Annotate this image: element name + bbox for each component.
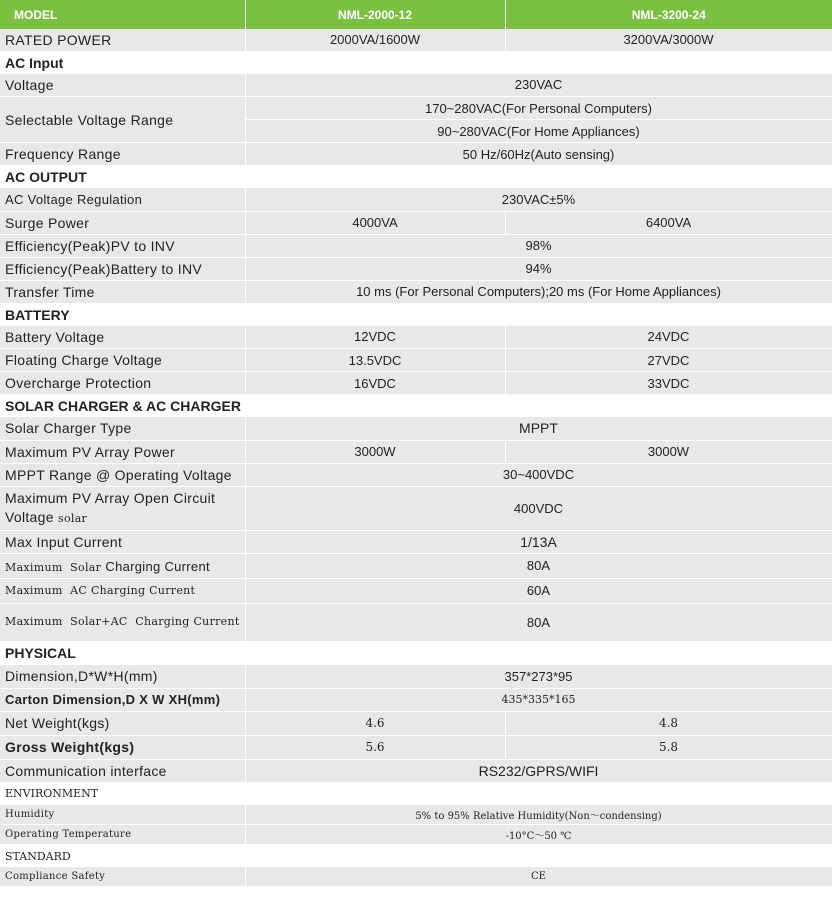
net-weight-1: 4.6	[245, 711, 505, 735]
section-title: PHYSICAL	[0, 641, 832, 665]
voltage-label: Voltage	[0, 74, 245, 97]
surge-label: Surge Power	[0, 211, 245, 234]
table-row	[0, 711, 832, 735]
section-title: STANDARD	[0, 845, 832, 868]
dimension-label: Dimension,D*W*H(mm)	[0, 665, 245, 688]
table-row	[0, 211, 832, 234]
header-row	[0, 0, 832, 29]
frequency-value: 50 Hz/60Hz(Auto sensing)	[245, 143, 832, 166]
voltage-range-2: 90~280VAC(For Home Appliances)	[245, 120, 832, 143]
section-title: ENVIRONMENT	[0, 782, 832, 805]
table-row	[0, 349, 832, 372]
table-row	[0, 735, 832, 759]
table-row	[0, 97, 832, 120]
open-circuit-label-1: Maximum PV Array Open Circuit	[5, 489, 216, 506]
combined-current-label: Maximum Solar+AC Charging Current	[0, 603, 245, 641]
table-row	[0, 143, 832, 166]
frequency-label: Frequency Range	[0, 143, 245, 166]
humidity-label: Humidity	[0, 805, 245, 825]
table-row	[0, 188, 832, 211]
float-label: Floating Charge Voltage	[0, 349, 245, 372]
table-row	[0, 867, 832, 886]
gross-weight-2: 5.8	[505, 735, 832, 759]
table-row	[0, 372, 832, 395]
mppt-value: 30~400VDC	[245, 463, 832, 486]
float-1: 13.5VDC	[245, 349, 505, 372]
regulation-value: 230VAC±5%	[245, 188, 832, 211]
carton-value: 435*335*165	[245, 688, 832, 711]
ac-current-label: Maximum AC Charging Current	[0, 578, 245, 603]
overcharge-label: Overcharge Protection	[0, 372, 245, 395]
transfer-label: Transfer Time	[0, 280, 245, 303]
table-row	[0, 280, 832, 303]
table-row	[0, 417, 832, 440]
section-standard	[0, 845, 832, 868]
model-header: MODEL	[0, 0, 245, 29]
gross-weight-1: 5.6	[245, 735, 505, 759]
table-row	[0, 463, 832, 486]
overcharge-2: 33VDC	[505, 372, 832, 395]
comm-value: RS232/GPRS/WIFI	[245, 759, 832, 782]
section-ac-input	[0, 51, 832, 74]
transfer-value: 10 ms (For Personal Computers);20 ms (For Home Appliances)	[245, 280, 832, 303]
section-physical	[0, 641, 832, 665]
battery-voltage-2: 24VDC	[505, 326, 832, 349]
table-row	[0, 326, 832, 349]
safety-value: CE	[245, 867, 832, 886]
table-row	[0, 29, 832, 51]
model-2-header: NML-3200-24	[505, 0, 832, 29]
voltage-range-1: 170~280VAC(For Personal Computers)	[245, 97, 832, 120]
eff-bat-label: Efficiency(Peak)Battery to INV	[0, 257, 245, 280]
table-row	[0, 530, 832, 553]
eff-pv-label: Efficiency(Peak)PV to INV	[0, 234, 245, 257]
comm-label: Communication interface	[0, 759, 245, 782]
carton-label: Carton Dimension,D X W XH(mm)	[0, 688, 245, 711]
ac-current-value: 60A	[245, 578, 832, 603]
max-pv-label: Maximum PV Array Power	[0, 440, 245, 463]
table-row	[0, 578, 832, 603]
temperature-label: Operating Temperature	[0, 825, 245, 845]
solar-current-label-1: Maximum Solar	[5, 560, 102, 574]
table-row	[0, 257, 832, 280]
table-row	[0, 759, 832, 782]
section-battery	[0, 303, 832, 326]
battery-voltage-label: Battery Voltage	[0, 326, 245, 349]
charger-type-label: Solar Charger Type	[0, 417, 245, 440]
section-solar	[0, 395, 832, 418]
eff-bat-value: 94%	[245, 257, 832, 280]
table-row	[0, 825, 832, 845]
max-input-label: Max Input Current	[0, 530, 245, 553]
net-weight-2: 4.8	[505, 711, 832, 735]
net-weight-label: Net Weight(kgs)	[0, 711, 245, 735]
section-ac-output	[0, 166, 832, 189]
voltage-value: 230VAC	[245, 74, 832, 97]
solar-current-label-2: Charging Current	[105, 558, 210, 574]
max-input-value: 1/13A	[245, 530, 832, 553]
table-row	[0, 805, 832, 825]
section-title: AC OUTPUT	[0, 166, 832, 189]
open-circuit-value: 400VDC	[245, 486, 832, 530]
section-title: SOLAR CHARGER & AC CHARGER	[0, 395, 832, 418]
battery-voltage-1: 12VDC	[245, 326, 505, 349]
temperature-value: -10°C～50 ℃	[245, 825, 832, 845]
safety-label: Compliance Safety	[0, 867, 245, 886]
charger-type-value: MPPT	[245, 417, 832, 440]
gross-weight-label: Gross Weight(kgs)	[0, 735, 245, 759]
humidity-value: 5% to 95% Relative Humidity(Non～condensing)	[245, 805, 832, 825]
open-circuit-label-3: solar	[58, 511, 88, 525]
table-row	[0, 665, 832, 688]
regulation-label: AC Voltage Regulation	[0, 188, 245, 211]
table-row	[0, 486, 832, 530]
dimension-value: 357*273*95	[245, 665, 832, 688]
table-row	[0, 688, 832, 711]
open-circuit-label-2: Voltage	[5, 508, 54, 525]
table-row	[0, 234, 832, 257]
section-title: BATTERY	[0, 303, 832, 326]
mppt-label: MPPT Range @ Operating Voltage	[0, 463, 245, 486]
open-circuit-label	[0, 486, 245, 530]
section-environment	[0, 782, 832, 805]
rated-power-label: RATED POWER	[0, 29, 245, 51]
float-2: 27VDC	[505, 349, 832, 372]
table-row	[0, 603, 832, 641]
eff-pv-value: 98%	[245, 234, 832, 257]
table-row	[0, 74, 832, 97]
model-1-header: NML-2000-12	[245, 0, 505, 29]
voltage-range-label: Selectable Voltage Range	[0, 97, 245, 143]
section-title: AC Input	[0, 51, 832, 74]
table-row	[0, 553, 832, 578]
solar-current-label	[0, 553, 245, 578]
surge-2: 6400VA	[505, 211, 832, 234]
rated-power-1: 2000VA/1600W	[245, 29, 505, 51]
combined-current-value: 80A	[245, 603, 832, 641]
solar-current-value: 80A	[245, 553, 832, 578]
table-row	[0, 440, 832, 463]
max-pv-2: 3000W	[505, 440, 832, 463]
overcharge-1: 16VDC	[245, 372, 505, 395]
max-pv-1: 3000W	[245, 440, 505, 463]
surge-1: 4000VA	[245, 211, 505, 234]
rated-power-2: 3200VA/3000W	[505, 29, 832, 51]
